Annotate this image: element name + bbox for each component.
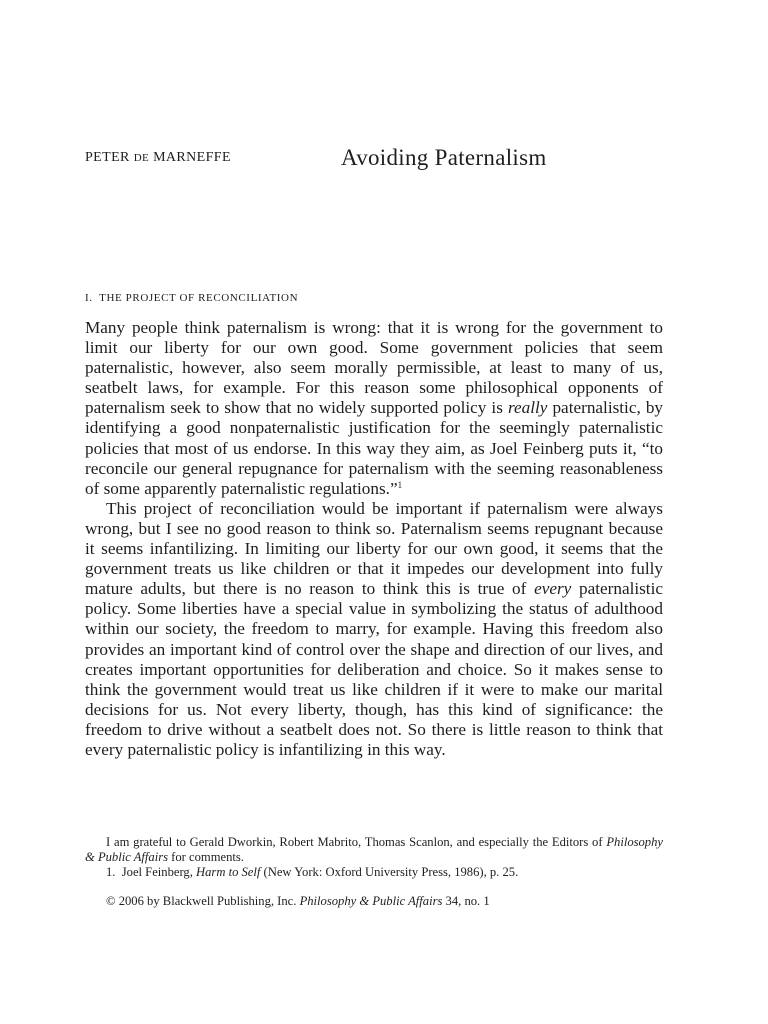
acknowledgment-text-b: for comments. (168, 850, 244, 864)
footnote-1-rest: (New York: Oxford University Press, 1986), p. 25. (260, 865, 519, 879)
section-heading (85, 292, 298, 304)
author-name-particle: DE (133, 152, 150, 164)
footnote-1-book: Harm to Self (196, 865, 261, 879)
section-title: THE PROJECT OF RECONCILIATION (99, 292, 299, 304)
footnote-1-author: Joel Feinberg, (121, 865, 197, 879)
footnote-1 (85, 865, 663, 880)
acknowledgment-note (85, 835, 663, 865)
author-last-name: MARNEFFE (153, 150, 231, 165)
footnote-1-number: 1. (106, 865, 116, 879)
paragraph-2 (85, 499, 663, 760)
footnotes (85, 835, 663, 880)
acknowledgment-journal: Philosophy & Public Affairs (85, 835, 663, 864)
paragraph-2-text-a: This project of reconciliation would be important if paternalism were always wrong, but I see no good reason to think so. Paternalism seems repugnant because it seems infantilizing. In limiting our liberty for our own good, it seems that the government treats us like children or that it impedes our development into fully mature adults, but there is no reason to think this is true of (85, 498, 663, 599)
paragraph-1 (85, 318, 663, 499)
copyright-prefix: © 2006 by Blackwell Publishing, Inc. (106, 894, 300, 908)
paragraph-2-emphasis: every (534, 579, 572, 599)
author-first-name: PETER (85, 150, 130, 165)
copyright-line (106, 894, 490, 909)
author-name (85, 150, 231, 166)
body-text (85, 318, 663, 760)
paragraph-2-text-b: paternalistic policy. Some liberties have a special value in symbolizing the status of adulthood within our society, the freedom to marry, for example. Having this freedom also provides an important kind of control over the shape and direction of our lives, and creates important opportunities for deliberation and choice. So it makes sense to think the government would treat us like children if it were to make our marital decisions for us. Not every liberty, though, has this kind of significance: the freedom to drive without a seatbelt does not. So there is little reason to think that every paternalistic policy is infantilizing in this way. (85, 579, 663, 759)
copyright-journal: Philosophy & Public Affairs (299, 894, 443, 908)
paragraph-1-text-a: Many people think paternalism is wrong: that it is wrong for the government to limit our liberty for our own good. Some government policies that seem paternalistic, however, also seem morally permissible, at least to many of us, seatbelt laws, for example. For this reason some philosophical opponents of paternalism seek to show that no widely supported policy is (85, 318, 663, 418)
paragraph-1-emphasis: really (507, 398, 548, 418)
acknowledgment-text-a: I am grateful to Gerald Dworkin, Robert Mabrito, Thomas Scanlon, and especially the Editors of (106, 835, 607, 849)
article-title: Avoiding Paternalism (341, 145, 547, 170)
footnote-reference-1[interactable]: 1 (397, 479, 403, 490)
paragraph-1-text-b: paternalistic, by identifying a good nonpaternalistic justification for the seemingly paternalistic policies that most of us endorse. In this way they aim, as Joel Feinberg puts it, “to reconcile our general repugnance for paternalism with the seeming reasonableness of some apparently paternalistic regulations.” (85, 398, 664, 498)
section-number: I. (85, 292, 93, 304)
copyright-suffix: 34, no. 1 (442, 894, 490, 908)
